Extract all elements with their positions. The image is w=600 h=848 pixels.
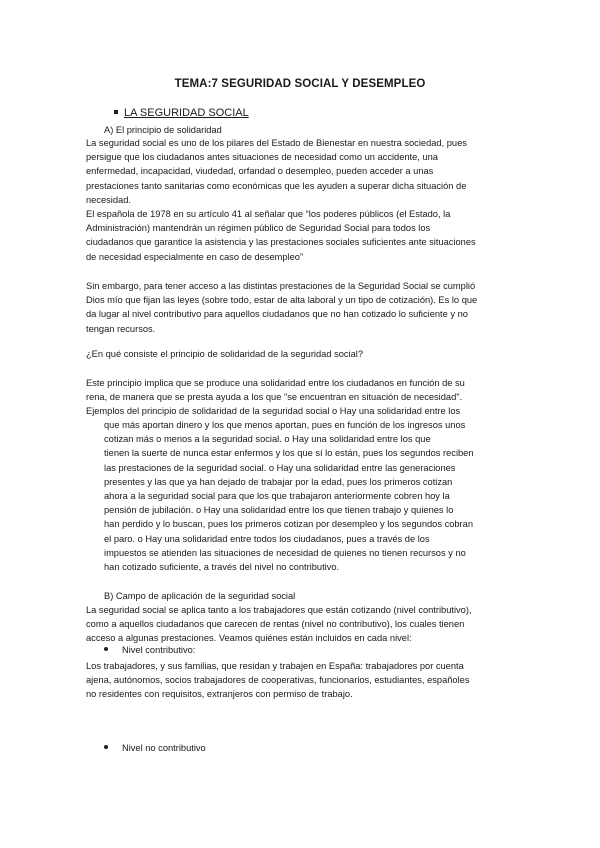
text-line: La seguridad social se aplica tanto a los trabajadores que están cotizando (nivel contributivo), — [86, 605, 472, 615]
bullet-label: Nivel no contributivo — [122, 743, 206, 753]
text-line: acceso a algunas prestaciones. Veamos quiénes están incluidos en cada nivel: — [86, 633, 412, 644]
bullet-item-no-contributivo — [104, 743, 206, 753]
text-line: ajena, autónomos, socios trabajadores de cooperativas, funcionarios, estudiantes, españoles — [86, 675, 470, 686]
text-line: La seguridad social es uno de los pilares del Estado de Bienestar en nuestra sociedad, pues — [86, 138, 467, 148]
text-line: Dios mío que fijan las leyes (sobre todo, estar de alta laboral y un tipo de cotización). Es lo que — [86, 295, 478, 306]
text-line: no residentes con requisitos, extranjeros con permiso de trabajo. — [86, 689, 353, 700]
text-line: cotizan más o menos a la seguridad social. o Hay una solidaridad entre los que — [104, 434, 431, 445]
text-line: Sin embargo, para tener acceso a las distintas prestaciones de la Seguridad Social se cumplió — [86, 281, 476, 291]
text-line: pensión de jubilación. o Hay una solidaridad entre los que tienen trabajo y quienes lo — [104, 505, 454, 516]
text-line: como a aquellos ciudadanos que carecen de rentas (nivel no contributivo), los cuales tienen — [86, 619, 465, 630]
text-line: han perdido y lo buscan, pues los primeros cotizan por desempleo y los segundos cobran — [104, 519, 473, 530]
text-line: Este principio implica que se produce una solidaridad entre los ciudadanos en función de su — [86, 378, 465, 388]
square-bullet-icon — [114, 110, 118, 114]
question-line: ¿En qué consiste el principio de solidaridad de la seguridad social? — [86, 349, 364, 359]
text-line: han cotizado suficiente, a través del nivel no contributivo. — [104, 562, 340, 573]
page-title: TEMA:7 SEGURIDAD SOCIAL Y DESEMPLEO — [174, 78, 426, 90]
paragraph-contributivo — [86, 659, 516, 702]
text-line: ahora a la seguridad social para que los que trabajaron anteriormente cobren hoy la — [104, 491, 450, 502]
text-line: necesidad. — [86, 194, 131, 205]
paragraph-intro — [86, 136, 516, 264]
paragraph-scope — [86, 603, 516, 646]
text-line: El española de 1978 en su artículo 41 al señalar que “los poderes públicos (el Estado, la — [86, 209, 451, 220]
text-line: rena, de manera que se presta ayuda a los que "se encuentran en situación de necesidad". — [86, 392, 463, 403]
examples-intro-line: Ejemplos del principio de solidaridad de la seguridad social o Hay una solidaridad entre los — [86, 406, 461, 416]
text-line: enfermedad, incapacidad, viudedad, orfandad o desempleo, pueden acceder a unas — [86, 166, 434, 177]
bullet-item-contributivo — [104, 645, 195, 655]
bullet-dot-icon — [104, 745, 108, 749]
subheading-b: B) Campo de aplicación de la seguridad social — [104, 591, 296, 601]
text-line: impuestos se atienden las situaciones de necesidad de quienes no tienen recursos y no — [104, 547, 466, 558]
section-heading — [114, 107, 249, 119]
section-heading-label: LA SEGURIDAD SOCIAL — [124, 107, 249, 119]
bullet-label: Nivel contributivo: — [122, 645, 196, 655]
text-line: ciudadanos que garantice la asistencia y las prestaciones sociales suficientes ante situaciones — [86, 237, 476, 248]
text-line: persigue que los ciudadanos antes situaciones de necesidad como un accidente, una — [86, 152, 438, 163]
text-line: que más aportan dinero y los que menos aportan, pues en función de los ingresos unos — [104, 420, 466, 430]
bullet-dot-icon — [104, 647, 108, 651]
text-line: da lugar al nivel contributivo para aquellos ciudadanos que no han cotizado lo suficiente y no — [86, 309, 468, 320]
text-line: Administración) mantendrán un régimen público de Seguridad Social para todos los — [86, 223, 431, 234]
text-line: las prestaciones de la seguridad social. o Hay una solidaridad entre las generaciones — [104, 462, 456, 473]
text-line: tienen la suerte de nunca estar enfermos y los que sí lo están, pues los segundos reciben — [104, 448, 474, 459]
text-line: tengan recursos. — [86, 323, 156, 334]
paragraph-principle — [86, 376, 516, 404]
text-line: de necesidad especialmente en caso de desempleo” — [86, 251, 304, 262]
paragraph-access — [86, 279, 516, 336]
text-line: presentes y las que ya han dejado de trabajar por la edad, pues los primeros cotizan — [104, 476, 453, 487]
text-line: prestaciones tanto sanitarias como económicas que les ayuden a superar dicha situación de — [86, 180, 467, 191]
text-line: Los trabajadores, y sus familias, que residan y trabajen en España: trabajadores por cuenta — [86, 661, 464, 671]
text-line: el paro. o Hay una solidaridad entre todos los ciudadanos, pues a través de los — [104, 533, 430, 544]
subheading-a: A) El principio de solidaridad — [104, 125, 222, 135]
examples-list — [104, 418, 514, 574]
